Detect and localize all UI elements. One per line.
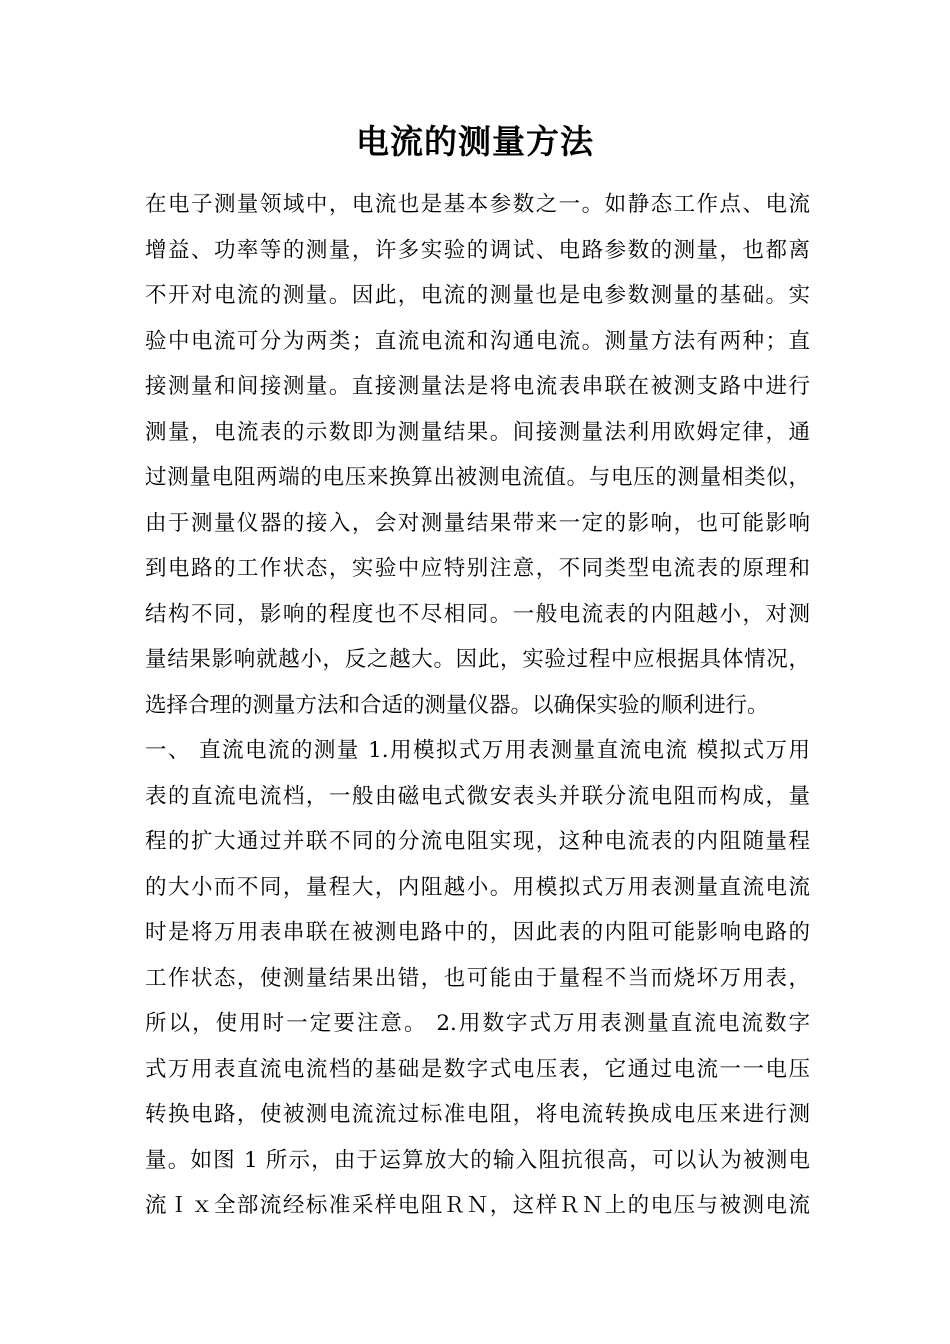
- text-line: 过测量电阻两端的电压来换算出被测电流值。与电压的测量相类似，: [145, 465, 810, 490]
- text-line: 验中电流可分为两类；直流电流和沟通电流。测量方法有两种；直: [145, 328, 810, 354]
- text-line: 在电子测量领域中，电流也是基本参数之一。如静态工作点、电流: [145, 192, 810, 217]
- text-line: 选择合理的测量方法和合适的测量仪器。以确保实验的顺利进行。: [145, 692, 769, 718]
- text-line: 到电路的工作状态，实验中应特别注意，不同类型电流表的原理和: [145, 556, 810, 581]
- text-line: 增益、功率等的测量，许多实验的调试、电路参数的测量，也都离: [145, 237, 810, 263]
- text-line: 流Ｉｘ全部流经标准采样电阻ＲＮ，这样ＲＮ上的电压与被测电流: [145, 1193, 810, 1218]
- text-line: 转换电路，使被测电流流过标准电阻，将电流转换成电压来进行测: [145, 1102, 810, 1127]
- document-title: 电流的测量方法: [356, 122, 594, 161]
- text-line: 工作状态，使测量结果出错，也可能由于量程不当而烧坏万用表，: [145, 965, 810, 991]
- text-line: 量。如图 1 所示，由于运算放大的输入阻抗很高，可以认为被测电: [145, 1147, 810, 1173]
- text-line: 不开对电流的测量。因此，电流的测量也是电参数测量的基础。实: [145, 283, 810, 308]
- text-line: 程的扩大通过并联不同的分流电阻实现，这种电流表的内阻随量程: [145, 829, 810, 854]
- text-line: 表的直流电流档，一般由磁电式微安表头并联分流电阻而构成，量: [145, 783, 810, 809]
- text-line: 结构不同，影响的程度也不尽相同。一般电流表的内阻越小，对测: [145, 601, 810, 627]
- text-line: 由于测量仪器的接入，会对测量结果带来一定的影响，也可能影响: [145, 510, 810, 536]
- text-line: 所以，使用时一定要注意。 2.用数字式万用表测量直流电流数字: [145, 1011, 810, 1036]
- text-line: 接测量和间接测量。直接测量法是将电流表串联在被测支路中进行: [145, 374, 810, 399]
- text-line: 测量，电流表的示数即为测量结果。间接测量法利用欧姆定律，通: [145, 419, 810, 445]
- text-line: 时是将万用表串联在被测电路中的，因此表的内阻可能影响电路的: [145, 920, 810, 945]
- text-line: 的大小而不同，量程大，内阻越小。用模拟式万用表测量直流电流: [145, 874, 810, 900]
- section-heading-line: 一、 直流电流的测量 1.用模拟式万用表测量直流电流 模拟式万用: [145, 738, 810, 763]
- text-line: 式万用表直流电流档的基础是数字式电压表，它通过电流一一电压: [145, 1056, 810, 1082]
- document-body: [145, 182, 810, 1229]
- text-line: 量结果影响就越小，反之越大。因此，实验过程中应根据具体情况，: [145, 647, 810, 672]
